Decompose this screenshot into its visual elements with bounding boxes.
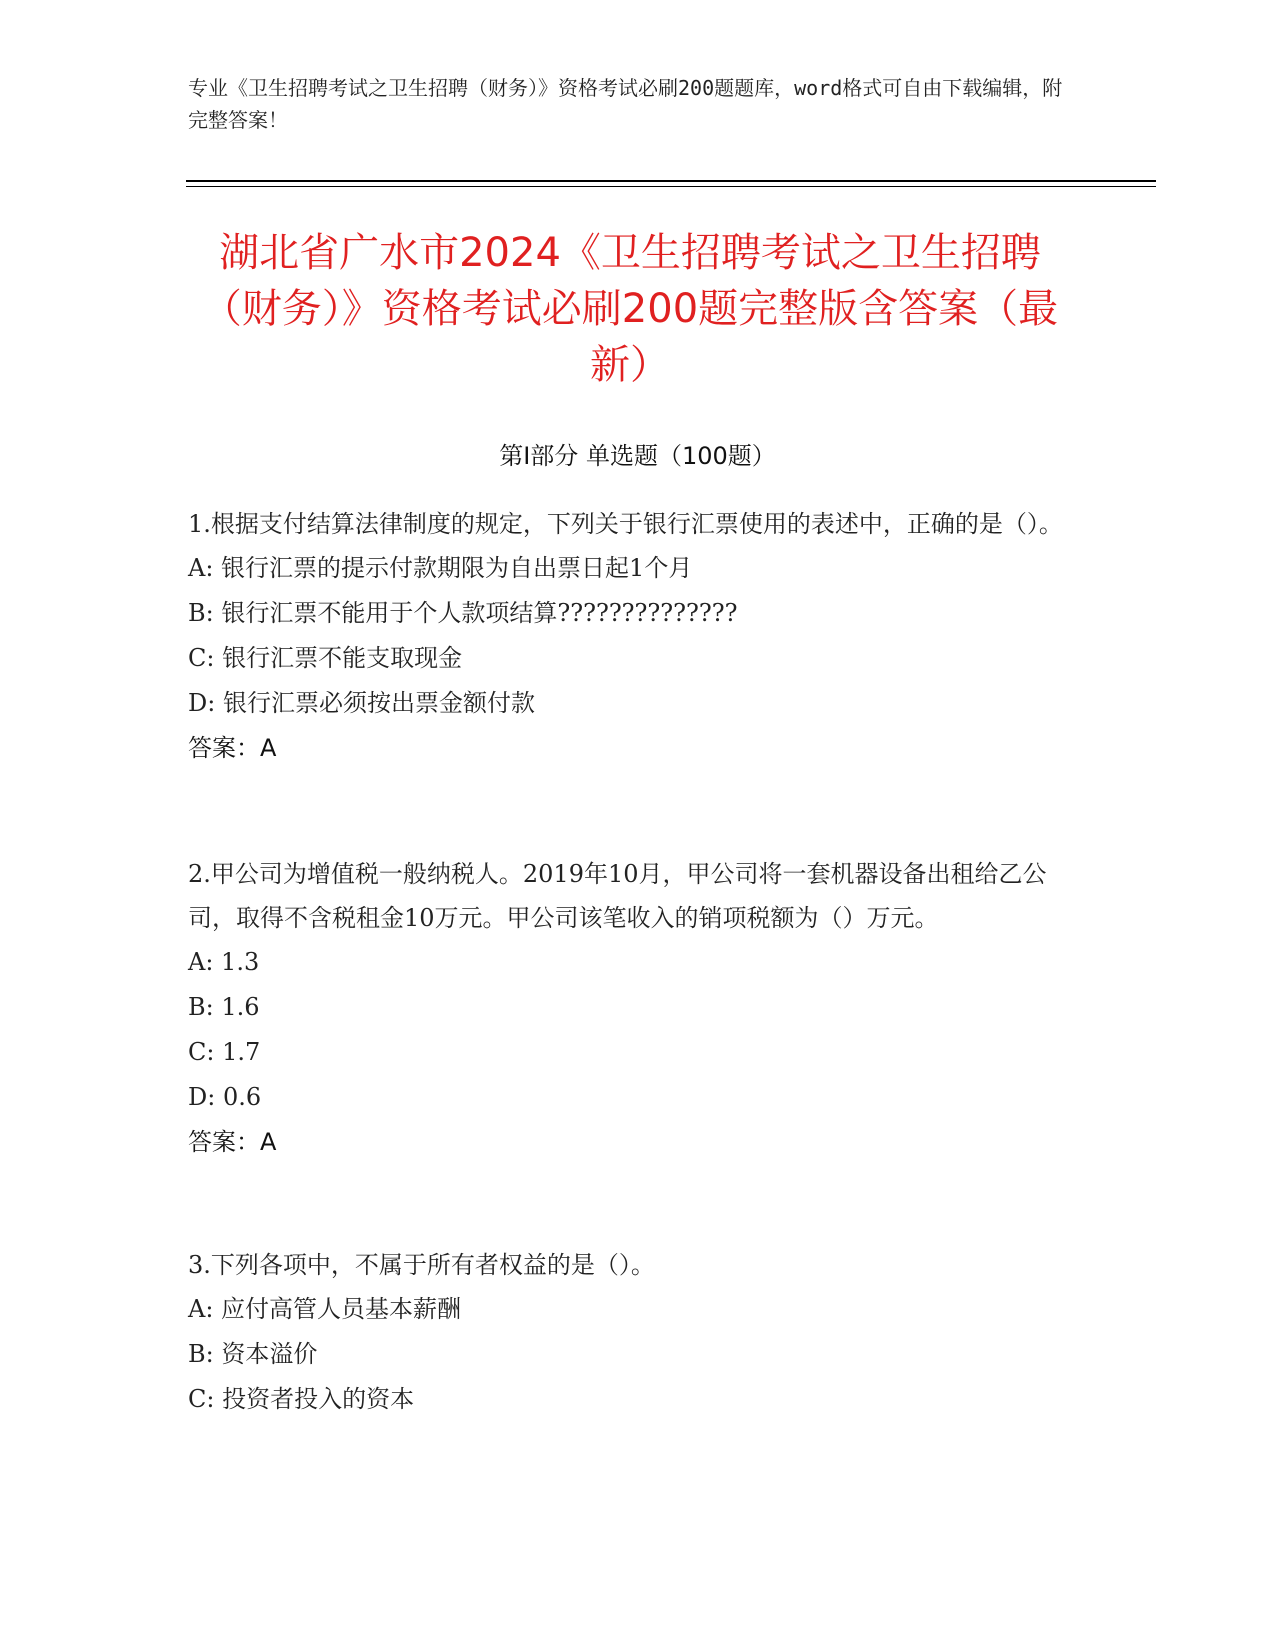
document-title: 湖北省广水市2024《卫生招聘考试之卫生招聘（财务）》资格考试必刷200题完整版含答案（最新） — [201, 230, 1059, 388]
option-a: A: 应付高管人员基本薪酬 — [188, 1295, 462, 1323]
option-b: B: 1.6 — [188, 993, 260, 1021]
option-d: D: 0.6 — [188, 1083, 262, 1111]
option-b: B: 资本溢价 — [188, 1340, 318, 1368]
answer: 答案：A — [188, 734, 277, 762]
question-stem: 2.甲公司为增值税一般纳税人。2019年10月，甲公司将一套机器设备出租给乙公司，取得不含税租金10万元。甲公司该笔收入的销项税额为（）万元。 — [188, 860, 1047, 932]
question-1 — [188, 502, 1068, 771]
question-stem: 1.根据支付结算法律制度的规定，下列关于银行汇票使用的表述中，正确的是（）。 — [188, 510, 1063, 538]
option-c: C: 银行汇票不能支取现金 — [188, 644, 463, 672]
option-c: C: 投资者投入的资本 — [188, 1385, 415, 1413]
option-d: D: 银行汇票必须按出票金额付款 — [188, 689, 535, 717]
header-rule-thick — [186, 180, 1156, 182]
answer: 答案：A — [188, 1128, 277, 1156]
question-stem: 3.下列各项中，不属于所有者权益的是（）。 — [188, 1251, 655, 1279]
question-3 — [188, 1243, 1068, 1422]
section-heading: 第I部分 单选题（100题） — [499, 442, 776, 470]
question-2 — [188, 852, 1068, 1165]
option-c: C: 1.7 — [188, 1038, 261, 1066]
option-b: B: 银行汇票不能用于个人款项结算?????????????? — [188, 599, 738, 627]
header-rule-thin — [186, 186, 1156, 187]
option-a: A: 1.3 — [188, 948, 260, 976]
option-a: A: 银行汇票的提示付款期限为自出票日起1个月 — [188, 554, 693, 582]
header-note: 专业《卫生招聘考试之卫生招聘（财务）》资格考试必刷200题题库，word格式可自由下载编辑，附完整答案！ — [188, 76, 1063, 132]
